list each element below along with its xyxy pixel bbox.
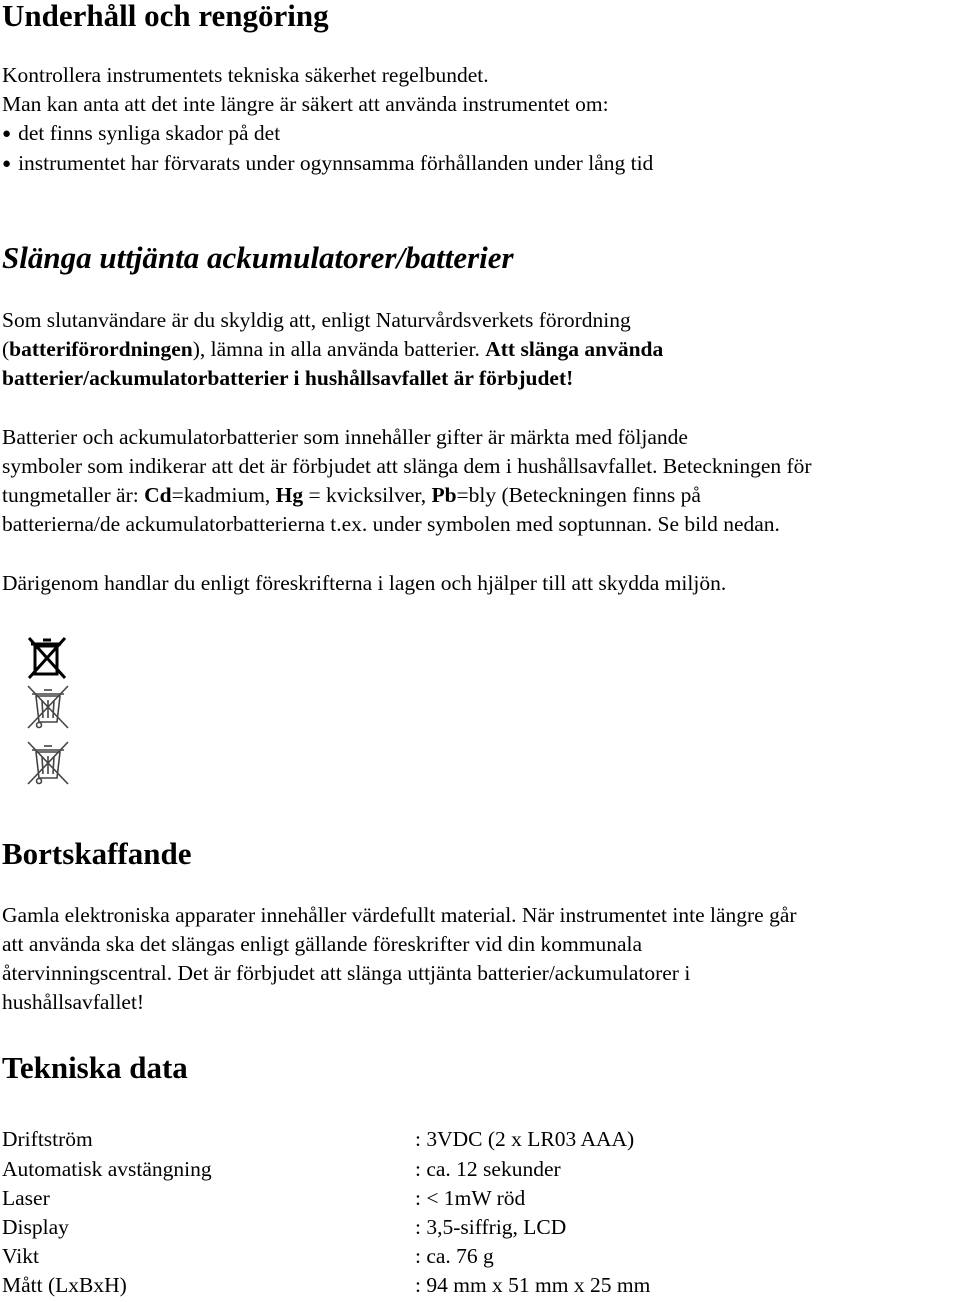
bullet-text: instrumentet har förvarats under ogynnsamma förhållanden under lång tid [18,151,654,175]
heading-specs: Tekniska data [2,1050,188,1085]
heading-disposal: Bortskaffande [2,836,192,871]
heading-batteries: Slänga uttjänta ackumulatorer/batterier [2,240,514,275]
spec-value: : ca. 12 sekunder [415,1157,561,1181]
bold-symbol-pb: Pb [431,483,457,507]
paragraph-line: symboler som indikerar att det är förbjudet att slänga dem i hushållsavfallet. Beteckningen för [2,454,812,478]
paragraph-line: hushållsavfallet! [2,990,145,1014]
text-span: ), lämna in alla använda batterier. [192,337,480,361]
bullet-item [2,119,280,151]
spec-value: : 94 mm x 51 mm x 25 mm [415,1273,651,1297]
spec-label: Driftström [2,1127,93,1151]
spec-label: Automatisk avstängning [2,1157,212,1181]
paragraph-line: Som slutanvändare är du skyldig att, enligt Naturvårdsverkets förordning [2,308,631,332]
crossed-bin-icon [24,682,72,732]
bullet-item [2,149,653,181]
text-span: = kvicksilver, [303,483,432,507]
paragraph-line: Man kan anta att det inte längre är säkert att använda instrumentet om: [2,92,609,116]
paragraph-line: Batterier och ackumulatorbatterier som innehåller gifter är märkta med följande [2,425,688,449]
crossed-bin-icon [24,634,70,680]
heading-maintenance: Underhåll och rengöring [2,0,329,33]
spec-label: Display [2,1215,69,1239]
bold-term: batteriförordningen [9,337,193,361]
spec-label: Laser [2,1186,50,1210]
bold-warning: batterier/ackumulatorbatterier i hushållsavfallet är förbjudet! [2,366,574,390]
paragraph-line: återvinningscentral. Det är förbjudet att slänga uttjänta batterier/ackumulatorer i [2,961,691,985]
spec-label: Vikt [2,1244,39,1268]
paragraph-line [2,335,663,364]
text-span: ( [2,337,10,361]
paragraph-line [2,481,701,510]
text-span: =kadmium, [171,483,276,507]
spec-value: : 3VDC (2 x LR03 AAA) [415,1127,635,1151]
paragraph-line: Därigenom handlar du enligt föreskrifterna i lagen och hjälper till att skydda miljön. [2,571,727,595]
spec-value: : ca. 76 g [415,1244,494,1268]
bullet-text: det finns synliga skador på det [18,121,281,145]
spec-label: Mått (LxBxH) [2,1273,127,1297]
crossed-bin-icon [24,738,72,788]
paragraph-line: Gamla elektroniska apparater innehåller värdefullt material. När instrumentet inte längre går [2,903,797,927]
paragraph-line: batterierna/de ackumulatorbatterierna t.ex. under symbolen med soptunnan. Se bild nedan. [2,512,780,536]
bold-symbol-cd: Cd [144,483,172,507]
spec-value: : < 1mW röd [415,1186,526,1210]
text-span: =bly (Beteckningen finns på [456,483,701,507]
bold-warning: Att slänga använda [485,337,664,361]
paragraph-line: Kontrollera instrumentets tekniska säkerhet regelbundet. [2,63,489,87]
bold-symbol-hg: Hg [275,483,304,507]
text-span: tungmetaller är: [2,483,145,507]
spec-value: : 3,5-siffrig, LCD [415,1215,567,1239]
paragraph-line: att använda ska det slängas enligt gällande föreskrifter vid din kommunala [2,932,643,956]
